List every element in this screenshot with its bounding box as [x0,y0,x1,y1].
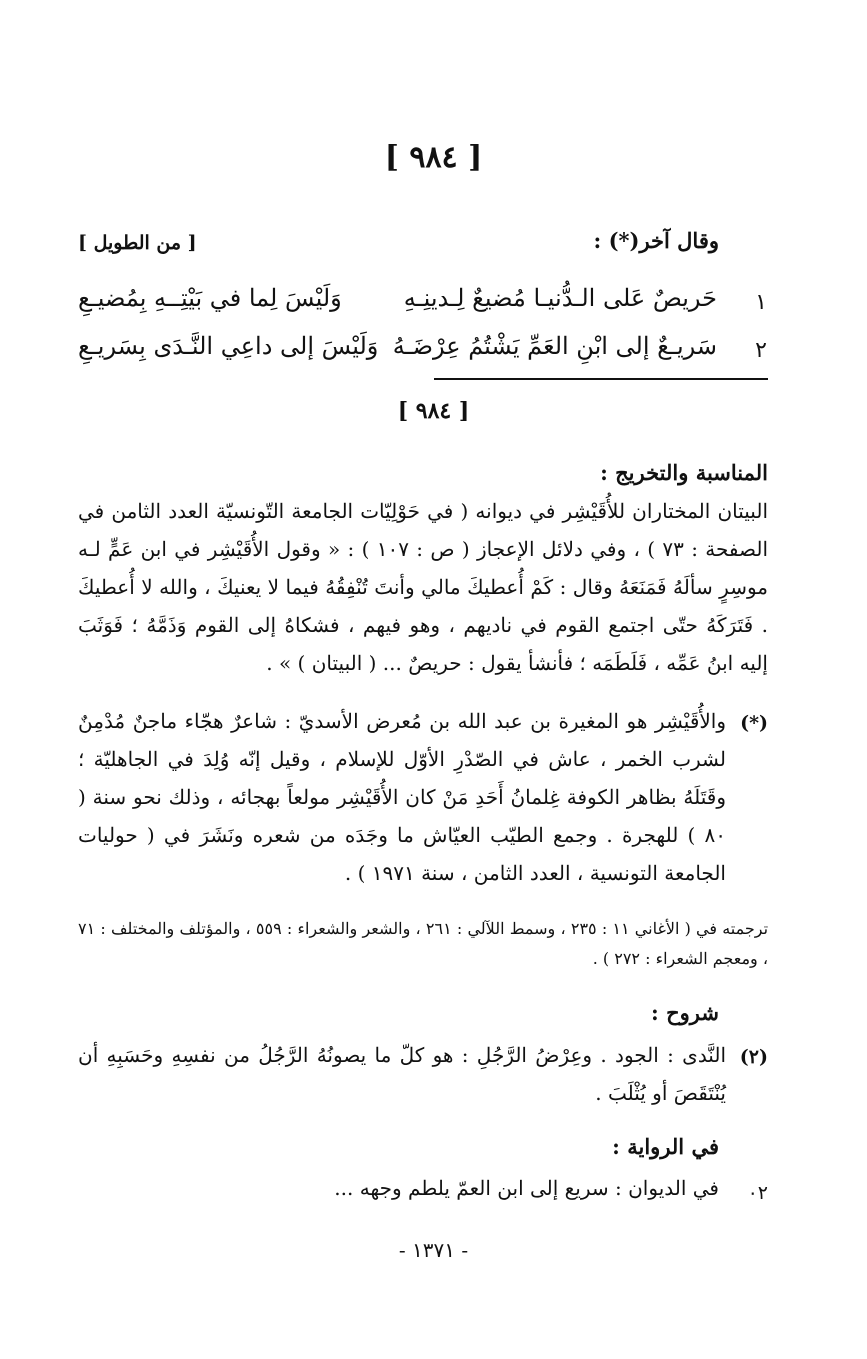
gloss-paragraph: النَّدى : الجود . وعِرْضُ الرَّجُلِ : هو كلّ ما يصونُهُ الرَّجُلُ من نفسِهِ وحَسَبِهِ أن يُنْتَقَصَ أو يُثْلَبَ . [78,1043,726,1105]
shuruh-heading: شروح : [651,1000,719,1025]
biography-paragraph: والأُقَيْشِر هو المغيرة بن عبد الله بن مُعرض الأسديّ : شاعرٌ هجّاء ماجنٌ مُدْمِنٌ لشرب الخمر ، عاش في الصّدْرِ الأوّل للإسلام ، وقيل إنّه وُلِدَ في الجاهليّة ؛ وقَتَلَهُ بظاهر الكوفة غِلمانُ أَحَدِ مَنْ كان الأُقَيْشِر مولعاً بهجائه ، وذلك نحو سنة ( ٨٠ ) للهجرة . وجمع الطيّب العيّاش ما وجَدَه من شعره ونَشَرَ في ( حوليات الجامعة التونسية ، العدد الثامن ، سنة ١٩٧١ ) . [78,709,726,885]
page-number: - ١٣٧١ - [398,1238,469,1262]
meter-label: [ من الطويل ] [78,232,197,254]
verse-second-hemistich: وَلَيْسَ لِما في بَيْتِــهِ بِمُضيـعِ [78,284,342,312]
sources-note: ترجمته في ( الأغاني ١١ : ٢٣٥ ، وسمط اللآلي : ٢٦١ ، والشعر والشعراء : ٥٥٩ ، والمؤتلف والمختلف : ٧١ ، ومعجم الشعراء : ٢٧٢ ) . [78,919,769,968]
verse-number: ١ [755,290,767,315]
verse-first-hemistich: حَريصٌ عَلى الـدُّنيـا مُضيعٌ لِـدينِـهِ [403,284,717,312]
gloss-marker: (٢) [739,1046,768,1068]
poem-number-footer: [ ٩٨٤ ] [397,398,470,424]
intro-speaker: وقال آخر(*) : [593,228,719,253]
riwaya-heading: في الرواية : [612,1134,719,1159]
footnote-marker: (*) [740,712,768,734]
verse-first-hemistich: سَريـعٌ إلى ابْنِ العَمِّ يَشْتُمُ عِرْضَـهُ [392,332,717,360]
takhrij-heading: المناسبة والتخريج : [600,460,768,485]
riwaya-marker: ٠٢ [747,1182,768,1204]
verse-divider [434,378,768,380]
riwaya-text: في الديوان : سريع إلى ابن العمّ يلطم وجهه ... [334,1176,719,1200]
verse-second-hemistich: وَلَيْسَ إلى داعِي النَّـدَى بِسَريـعِ [78,332,379,360]
verse-number: ٢ [755,338,767,363]
poem-number-header: [ ٩٨٤ ] [384,140,483,175]
takhrij-paragraph: البيتان المختاران للأُقَيْشِر في ديوانه ( في حَوْلِيّات الجامعة التّونسيّة العدد الثامن في الصفحة : ٧٣ ) ، وفي دلائل الإعجاز ( ص : ١٠٧ ) : « وقول الأُقَيْشِر في ابن عَمٍّ لـه موسِرٍ سألَهُ فَمَنَعَهُ وقال : كَمْ أُعطيكَ مالي وأنتَ تُنْفِقُهُ فيما لا يعنيكَ ، والله لا أُعطيكَ . فَتَرَكَهُ حتّى اجتمع القوم في ناديهم ، وهو فيهم ، فشكاهُ إلى القوم وَذَمَّهُ ؛ فَوَثَبَ إليه ابنُ عَمِّه ، فَلَطَمَه ؛ فأنشأ يقول : حريصٌ ... ( البيتان ) » . [78,499,769,675]
